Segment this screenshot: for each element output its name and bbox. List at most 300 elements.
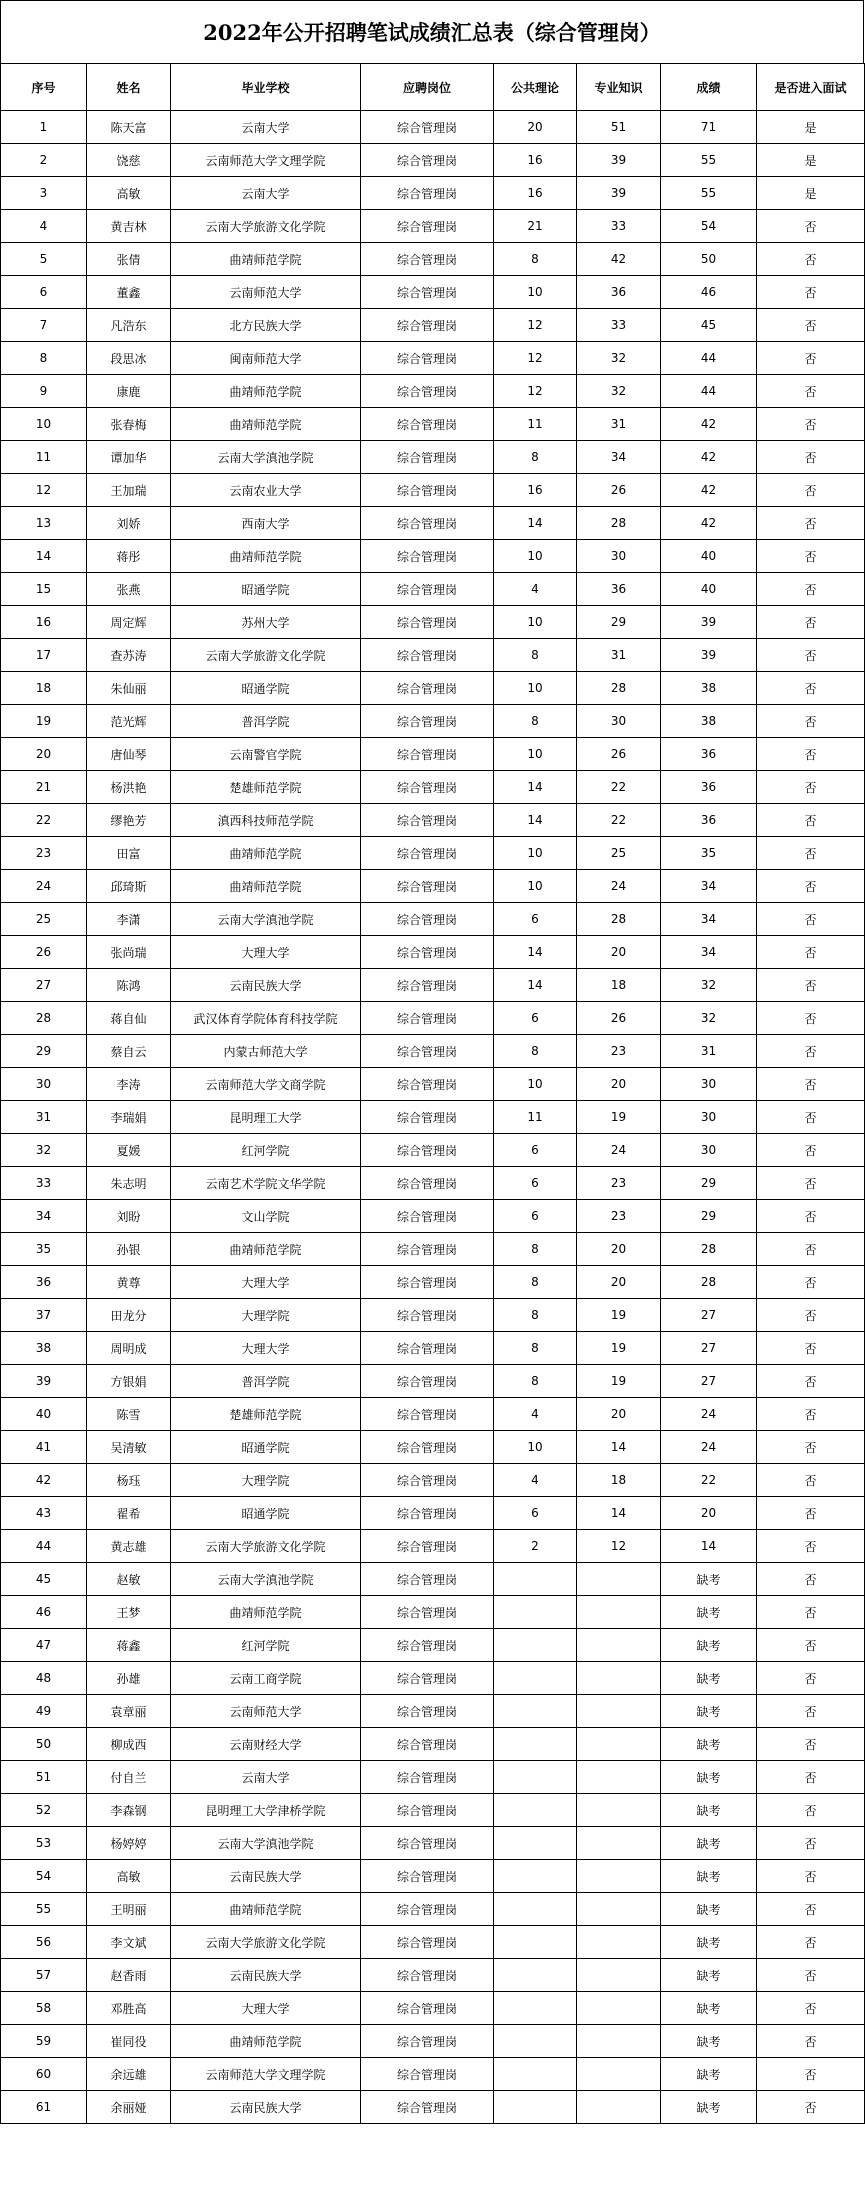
cell-index: 54 [1, 1860, 87, 1893]
cell-interview: 否 [757, 870, 865, 903]
cell-score: 22 [661, 1464, 757, 1497]
cell-school: 文山学院 [171, 1200, 361, 1233]
table-row [1, 177, 865, 210]
cell-index: 9 [1, 375, 87, 408]
cell-name: 凡浩东 [87, 309, 171, 342]
cell-interview: 否 [757, 1002, 865, 1035]
cell-score: 30 [661, 1068, 757, 1101]
cell-interview: 否 [757, 738, 865, 771]
cell-theory: 8 [494, 705, 577, 738]
table-row [1, 540, 865, 573]
cell-name: 夏媛 [87, 1134, 171, 1167]
cell-school: 云南大学旅游文化学院 [171, 210, 361, 243]
table-row [1, 210, 865, 243]
cell-index: 8 [1, 342, 87, 375]
cell-name: 高敏 [87, 177, 171, 210]
cell-interview: 否 [757, 837, 865, 870]
cell-position: 综合管理岗 [361, 1959, 494, 1992]
table-row [1, 1068, 865, 1101]
cell-score: 71 [661, 111, 757, 144]
cell-name: 蔡自云 [87, 1035, 171, 1068]
cell-interview: 否 [757, 1101, 865, 1134]
table-row [1, 1233, 865, 1266]
cell-position: 综合管理岗 [361, 804, 494, 837]
cell-knowledge: 26 [577, 474, 661, 507]
cell-name: 董鑫 [87, 276, 171, 309]
cell-position: 综合管理岗 [361, 507, 494, 540]
cell-score: 28 [661, 1266, 757, 1299]
cell-theory: 8 [494, 441, 577, 474]
cell-school: 云南农业大学 [171, 474, 361, 507]
cell-name: 方银娟 [87, 1365, 171, 1398]
cell-school: 云南师范大学 [171, 1695, 361, 1728]
cell-name: 谭加华 [87, 441, 171, 474]
table-row [1, 144, 865, 177]
table-row [1, 1563, 865, 1596]
cell-school: 闽南师范大学 [171, 342, 361, 375]
cell-knowledge [577, 1761, 661, 1794]
cell-school: 云南艺术学院文华学院 [171, 1167, 361, 1200]
cell-index: 4 [1, 210, 87, 243]
table-row [1, 1431, 865, 1464]
cell-index: 11 [1, 441, 87, 474]
cell-theory [494, 1860, 577, 1893]
cell-knowledge: 20 [577, 1398, 661, 1431]
cell-name: 杨珏 [87, 1464, 171, 1497]
cell-theory: 8 [494, 1332, 577, 1365]
cell-position: 综合管理岗 [361, 1662, 494, 1695]
cell-score: 36 [661, 804, 757, 837]
cell-theory: 10 [494, 1431, 577, 1464]
cell-interview: 否 [757, 1464, 865, 1497]
cell-knowledge: 14 [577, 1431, 661, 1464]
cell-knowledge: 23 [577, 1200, 661, 1233]
cell-name: 李涛 [87, 1068, 171, 1101]
cell-knowledge [577, 1596, 661, 1629]
cell-theory: 16 [494, 474, 577, 507]
cell-score: 24 [661, 1398, 757, 1431]
cell-school: 云南师范大学文商学院 [171, 1068, 361, 1101]
cell-name: 袁章丽 [87, 1695, 171, 1728]
cell-knowledge [577, 1860, 661, 1893]
cell-school: 云南师范大学文理学院 [171, 2058, 361, 2091]
cell-index: 53 [1, 1827, 87, 1860]
cell-theory: 6 [494, 1497, 577, 1530]
cell-position: 综合管理岗 [361, 1035, 494, 1068]
table-row [1, 1266, 865, 1299]
cell-score: 36 [661, 738, 757, 771]
cell-name: 周定辉 [87, 606, 171, 639]
cell-school: 云南工商学院 [171, 1662, 361, 1695]
col-header-score: 成绩 [661, 64, 757, 111]
cell-knowledge: 22 [577, 804, 661, 837]
cell-knowledge: 19 [577, 1299, 661, 1332]
cell-interview: 否 [757, 1068, 865, 1101]
cell-school: 云南大学旅游文化学院 [171, 1926, 361, 1959]
table-row [1, 705, 865, 738]
cell-theory [494, 1662, 577, 1695]
cell-knowledge [577, 1662, 661, 1695]
cell-index: 51 [1, 1761, 87, 1794]
header-row [1, 64, 865, 111]
cell-knowledge: 23 [577, 1035, 661, 1068]
cell-score: 34 [661, 936, 757, 969]
cell-index: 41 [1, 1431, 87, 1464]
cell-score: 42 [661, 507, 757, 540]
cell-score: 20 [661, 1497, 757, 1530]
cell-score: 缺考 [661, 1728, 757, 1761]
table-row [1, 738, 865, 771]
cell-interview: 否 [757, 1794, 865, 1827]
cell-school: 云南民族大学 [171, 1959, 361, 1992]
cell-position: 综合管理岗 [361, 1365, 494, 1398]
cell-index: 46 [1, 1596, 87, 1629]
cell-school: 红河学院 [171, 1134, 361, 1167]
cell-position: 综合管理岗 [361, 1728, 494, 1761]
cell-knowledge: 23 [577, 1167, 661, 1200]
cell-interview: 否 [757, 2091, 865, 2124]
cell-index: 21 [1, 771, 87, 804]
cell-knowledge [577, 1827, 661, 1860]
cell-score: 29 [661, 1200, 757, 1233]
cell-knowledge: 36 [577, 276, 661, 309]
cell-theory: 6 [494, 1167, 577, 1200]
cell-name: 余远雄 [87, 2058, 171, 2091]
cell-knowledge [577, 1992, 661, 2025]
cell-school: 曲靖师范学院 [171, 1893, 361, 1926]
cell-score: 缺考 [661, 2025, 757, 2058]
cell-knowledge: 18 [577, 969, 661, 1002]
cell-index: 17 [1, 639, 87, 672]
cell-position: 综合管理岗 [361, 1002, 494, 1035]
cell-name: 周明成 [87, 1332, 171, 1365]
cell-interview: 否 [757, 903, 865, 936]
cell-school: 云南大学 [171, 1761, 361, 1794]
cell-score: 缺考 [661, 1596, 757, 1629]
cell-position: 综合管理岗 [361, 1893, 494, 1926]
cell-knowledge: 12 [577, 1530, 661, 1563]
cell-name: 朱志明 [87, 1167, 171, 1200]
cell-score: 缺考 [661, 1662, 757, 1695]
table-row [1, 1134, 865, 1167]
table-row [1, 1167, 865, 1200]
table-row [1, 1497, 865, 1530]
cell-interview: 否 [757, 1035, 865, 1068]
cell-school: 曲靖师范学院 [171, 408, 361, 441]
cell-name: 黄志雄 [87, 1530, 171, 1563]
cell-position: 综合管理岗 [361, 1233, 494, 1266]
cell-index: 36 [1, 1266, 87, 1299]
cell-theory: 10 [494, 540, 577, 573]
col-header-theory: 公共理论 [494, 64, 577, 111]
cell-score: 36 [661, 771, 757, 804]
cell-position: 综合管理岗 [361, 342, 494, 375]
cell-knowledge [577, 2058, 661, 2091]
cell-interview: 否 [757, 672, 865, 705]
cell-knowledge [577, 1629, 661, 1662]
cell-interview: 否 [757, 1266, 865, 1299]
cell-index: 33 [1, 1167, 87, 1200]
cell-interview: 否 [757, 210, 865, 243]
cell-school: 内蒙古师范大学 [171, 1035, 361, 1068]
cell-knowledge: 26 [577, 738, 661, 771]
cell-interview: 否 [757, 1200, 865, 1233]
cell-school: 云南财经大学 [171, 1728, 361, 1761]
cell-interview: 否 [757, 408, 865, 441]
cell-knowledge: 39 [577, 144, 661, 177]
cell-score: 27 [661, 1365, 757, 1398]
cell-school: 云南大学旅游文化学院 [171, 639, 361, 672]
cell-position: 综合管理岗 [361, 309, 494, 342]
cell-index: 49 [1, 1695, 87, 1728]
cell-score: 44 [661, 342, 757, 375]
cell-score: 42 [661, 474, 757, 507]
cell-index: 15 [1, 573, 87, 606]
cell-school: 云南大学旅游文化学院 [171, 1530, 361, 1563]
cell-index: 13 [1, 507, 87, 540]
cell-index: 37 [1, 1299, 87, 1332]
cell-school: 云南大学滇池学院 [171, 903, 361, 936]
sheet-title: 2022年公开招聘笔试成绩汇总表（综合管理岗） [0, 0, 864, 63]
cell-name: 唐仙琴 [87, 738, 171, 771]
cell-score: 缺考 [661, 1860, 757, 1893]
cell-theory: 2 [494, 1530, 577, 1563]
cell-index: 61 [1, 2091, 87, 2124]
cell-theory: 14 [494, 771, 577, 804]
cell-name: 李森钢 [87, 1794, 171, 1827]
cell-name: 李潇 [87, 903, 171, 936]
cell-school: 大理大学 [171, 1266, 361, 1299]
cell-index: 48 [1, 1662, 87, 1695]
cell-index: 39 [1, 1365, 87, 1398]
cell-theory: 4 [494, 1464, 577, 1497]
cell-knowledge: 33 [577, 309, 661, 342]
cell-school: 西南大学 [171, 507, 361, 540]
cell-score: 缺考 [661, 2058, 757, 2091]
cell-theory: 8 [494, 1365, 577, 1398]
cell-interview: 否 [757, 606, 865, 639]
cell-index: 25 [1, 903, 87, 936]
cell-interview: 否 [757, 309, 865, 342]
cell-interview: 否 [757, 1992, 865, 2025]
cell-position: 综合管理岗 [361, 375, 494, 408]
cell-knowledge: 39 [577, 177, 661, 210]
table-row [1, 1761, 865, 1794]
cell-name: 刘娇 [87, 507, 171, 540]
cell-interview: 否 [757, 276, 865, 309]
cell-knowledge: 26 [577, 1002, 661, 1035]
cell-interview: 否 [757, 1431, 865, 1464]
cell-interview: 否 [757, 969, 865, 1002]
cell-interview: 否 [757, 1497, 865, 1530]
cell-name: 刘盼 [87, 1200, 171, 1233]
cell-theory [494, 1761, 577, 1794]
cell-knowledge: 42 [577, 243, 661, 276]
cell-position: 综合管理岗 [361, 243, 494, 276]
cell-theory [494, 1563, 577, 1596]
cell-position: 综合管理岗 [361, 1497, 494, 1530]
cell-position: 综合管理岗 [361, 1200, 494, 1233]
cell-knowledge: 33 [577, 210, 661, 243]
cell-knowledge: 28 [577, 672, 661, 705]
cell-interview: 否 [757, 1365, 865, 1398]
cell-interview: 是 [757, 111, 865, 144]
cell-theory: 16 [494, 177, 577, 210]
table-row [1, 342, 865, 375]
cell-theory: 8 [494, 639, 577, 672]
table-row [1, 1860, 865, 1893]
cell-theory: 14 [494, 936, 577, 969]
cell-knowledge: 20 [577, 1068, 661, 1101]
cell-position: 综合管理岗 [361, 903, 494, 936]
cell-knowledge: 20 [577, 1233, 661, 1266]
cell-index: 23 [1, 837, 87, 870]
cell-index: 26 [1, 936, 87, 969]
cell-position: 综合管理岗 [361, 111, 494, 144]
cell-school: 曲靖师范学院 [171, 837, 361, 870]
cell-name: 饶慈 [87, 144, 171, 177]
cell-position: 综合管理岗 [361, 1431, 494, 1464]
cell-name: 孙雄 [87, 1662, 171, 1695]
col-header-name: 姓名 [87, 64, 171, 111]
cell-index: 10 [1, 408, 87, 441]
cell-knowledge: 51 [577, 111, 661, 144]
cell-knowledge: 19 [577, 1365, 661, 1398]
table-row [1, 2091, 865, 2124]
cell-knowledge [577, 1893, 661, 1926]
cell-interview: 是 [757, 177, 865, 210]
cell-score: 42 [661, 408, 757, 441]
cell-interview: 否 [757, 1695, 865, 1728]
cell-score: 55 [661, 144, 757, 177]
cell-name: 赵香雨 [87, 1959, 171, 1992]
table-row [1, 408, 865, 441]
cell-school: 云南师范大学文理学院 [171, 144, 361, 177]
cell-interview: 否 [757, 804, 865, 837]
cell-knowledge: 32 [577, 342, 661, 375]
cell-name: 张春梅 [87, 408, 171, 441]
cell-position: 综合管理岗 [361, 2091, 494, 2124]
cell-theory [494, 1794, 577, 1827]
cell-knowledge [577, 1926, 661, 1959]
cell-knowledge: 18 [577, 1464, 661, 1497]
cell-name: 查苏涛 [87, 639, 171, 672]
cell-position: 综合管理岗 [361, 408, 494, 441]
cell-theory: 6 [494, 903, 577, 936]
cell-interview: 否 [757, 441, 865, 474]
col-header-position: 应聘岗位 [361, 64, 494, 111]
cell-index: 7 [1, 309, 87, 342]
table-row [1, 474, 865, 507]
cell-position: 综合管理岗 [361, 1398, 494, 1431]
cell-position: 综合管理岗 [361, 1629, 494, 1662]
cell-name: 翟希 [87, 1497, 171, 1530]
cell-theory [494, 1926, 577, 1959]
cell-position: 综合管理岗 [361, 2058, 494, 2091]
cell-position: 综合管理岗 [361, 1266, 494, 1299]
cell-score: 30 [661, 1134, 757, 1167]
cell-index: 55 [1, 1893, 87, 1926]
table-row [1, 309, 865, 342]
cell-interview: 否 [757, 1398, 865, 1431]
cell-school: 楚雄师范学院 [171, 771, 361, 804]
cell-school: 云南民族大学 [171, 969, 361, 1002]
cell-name: 段思冰 [87, 342, 171, 375]
cell-index: 18 [1, 672, 87, 705]
cell-school: 曲靖师范学院 [171, 540, 361, 573]
table-row [1, 1794, 865, 1827]
cell-index: 58 [1, 1992, 87, 2025]
table-row [1, 804, 865, 837]
cell-theory: 12 [494, 342, 577, 375]
cell-name: 余丽娅 [87, 2091, 171, 2124]
cell-score: 55 [661, 177, 757, 210]
cell-score: 46 [661, 276, 757, 309]
cell-position: 综合管理岗 [361, 1596, 494, 1629]
cell-position: 综合管理岗 [361, 1794, 494, 1827]
cell-name: 柳成西 [87, 1728, 171, 1761]
cell-theory [494, 1959, 577, 1992]
cell-name: 张燕 [87, 573, 171, 606]
table-row [1, 1827, 865, 1860]
cell-school: 云南民族大学 [171, 2091, 361, 2124]
cell-interview: 否 [757, 1893, 865, 1926]
cell-index: 59 [1, 2025, 87, 2058]
cell-theory [494, 1596, 577, 1629]
cell-knowledge [577, 1728, 661, 1761]
cell-theory: 8 [494, 243, 577, 276]
cell-score: 缺考 [661, 1959, 757, 1992]
cell-knowledge [577, 1959, 661, 1992]
cell-index: 3 [1, 177, 87, 210]
cell-score: 27 [661, 1299, 757, 1332]
table-row [1, 243, 865, 276]
cell-index: 19 [1, 705, 87, 738]
cell-position: 综合管理岗 [361, 1761, 494, 1794]
cell-index: 22 [1, 804, 87, 837]
cell-score: 54 [661, 210, 757, 243]
cell-interview: 否 [757, 1167, 865, 1200]
cell-school: 普洱学院 [171, 1365, 361, 1398]
cell-position: 综合管理岗 [361, 1860, 494, 1893]
cell-score: 32 [661, 969, 757, 1002]
cell-knowledge: 20 [577, 1266, 661, 1299]
cell-name: 王明丽 [87, 1893, 171, 1926]
cell-position: 综合管理岗 [361, 672, 494, 705]
cell-theory [494, 1992, 577, 2025]
table-row [1, 1035, 865, 1068]
cell-school: 云南大学滇池学院 [171, 1563, 361, 1596]
cell-theory [494, 2025, 577, 2058]
cell-interview: 否 [757, 1827, 865, 1860]
cell-school: 大理大学 [171, 1992, 361, 2025]
cell-position: 综合管理岗 [361, 276, 494, 309]
cell-knowledge [577, 1794, 661, 1827]
cell-name: 赵敏 [87, 1563, 171, 1596]
cell-interview: 是 [757, 144, 865, 177]
cell-knowledge: 28 [577, 507, 661, 540]
cell-position: 综合管理岗 [361, 837, 494, 870]
cell-position: 综合管理岗 [361, 738, 494, 771]
cell-score: 缺考 [661, 1827, 757, 1860]
table-row [1, 1101, 865, 1134]
cell-theory [494, 1827, 577, 1860]
cell-interview: 否 [757, 1662, 865, 1695]
cell-position: 综合管理岗 [361, 210, 494, 243]
table-row [1, 375, 865, 408]
table-row [1, 1992, 865, 2025]
cell-school: 北方民族大学 [171, 309, 361, 342]
